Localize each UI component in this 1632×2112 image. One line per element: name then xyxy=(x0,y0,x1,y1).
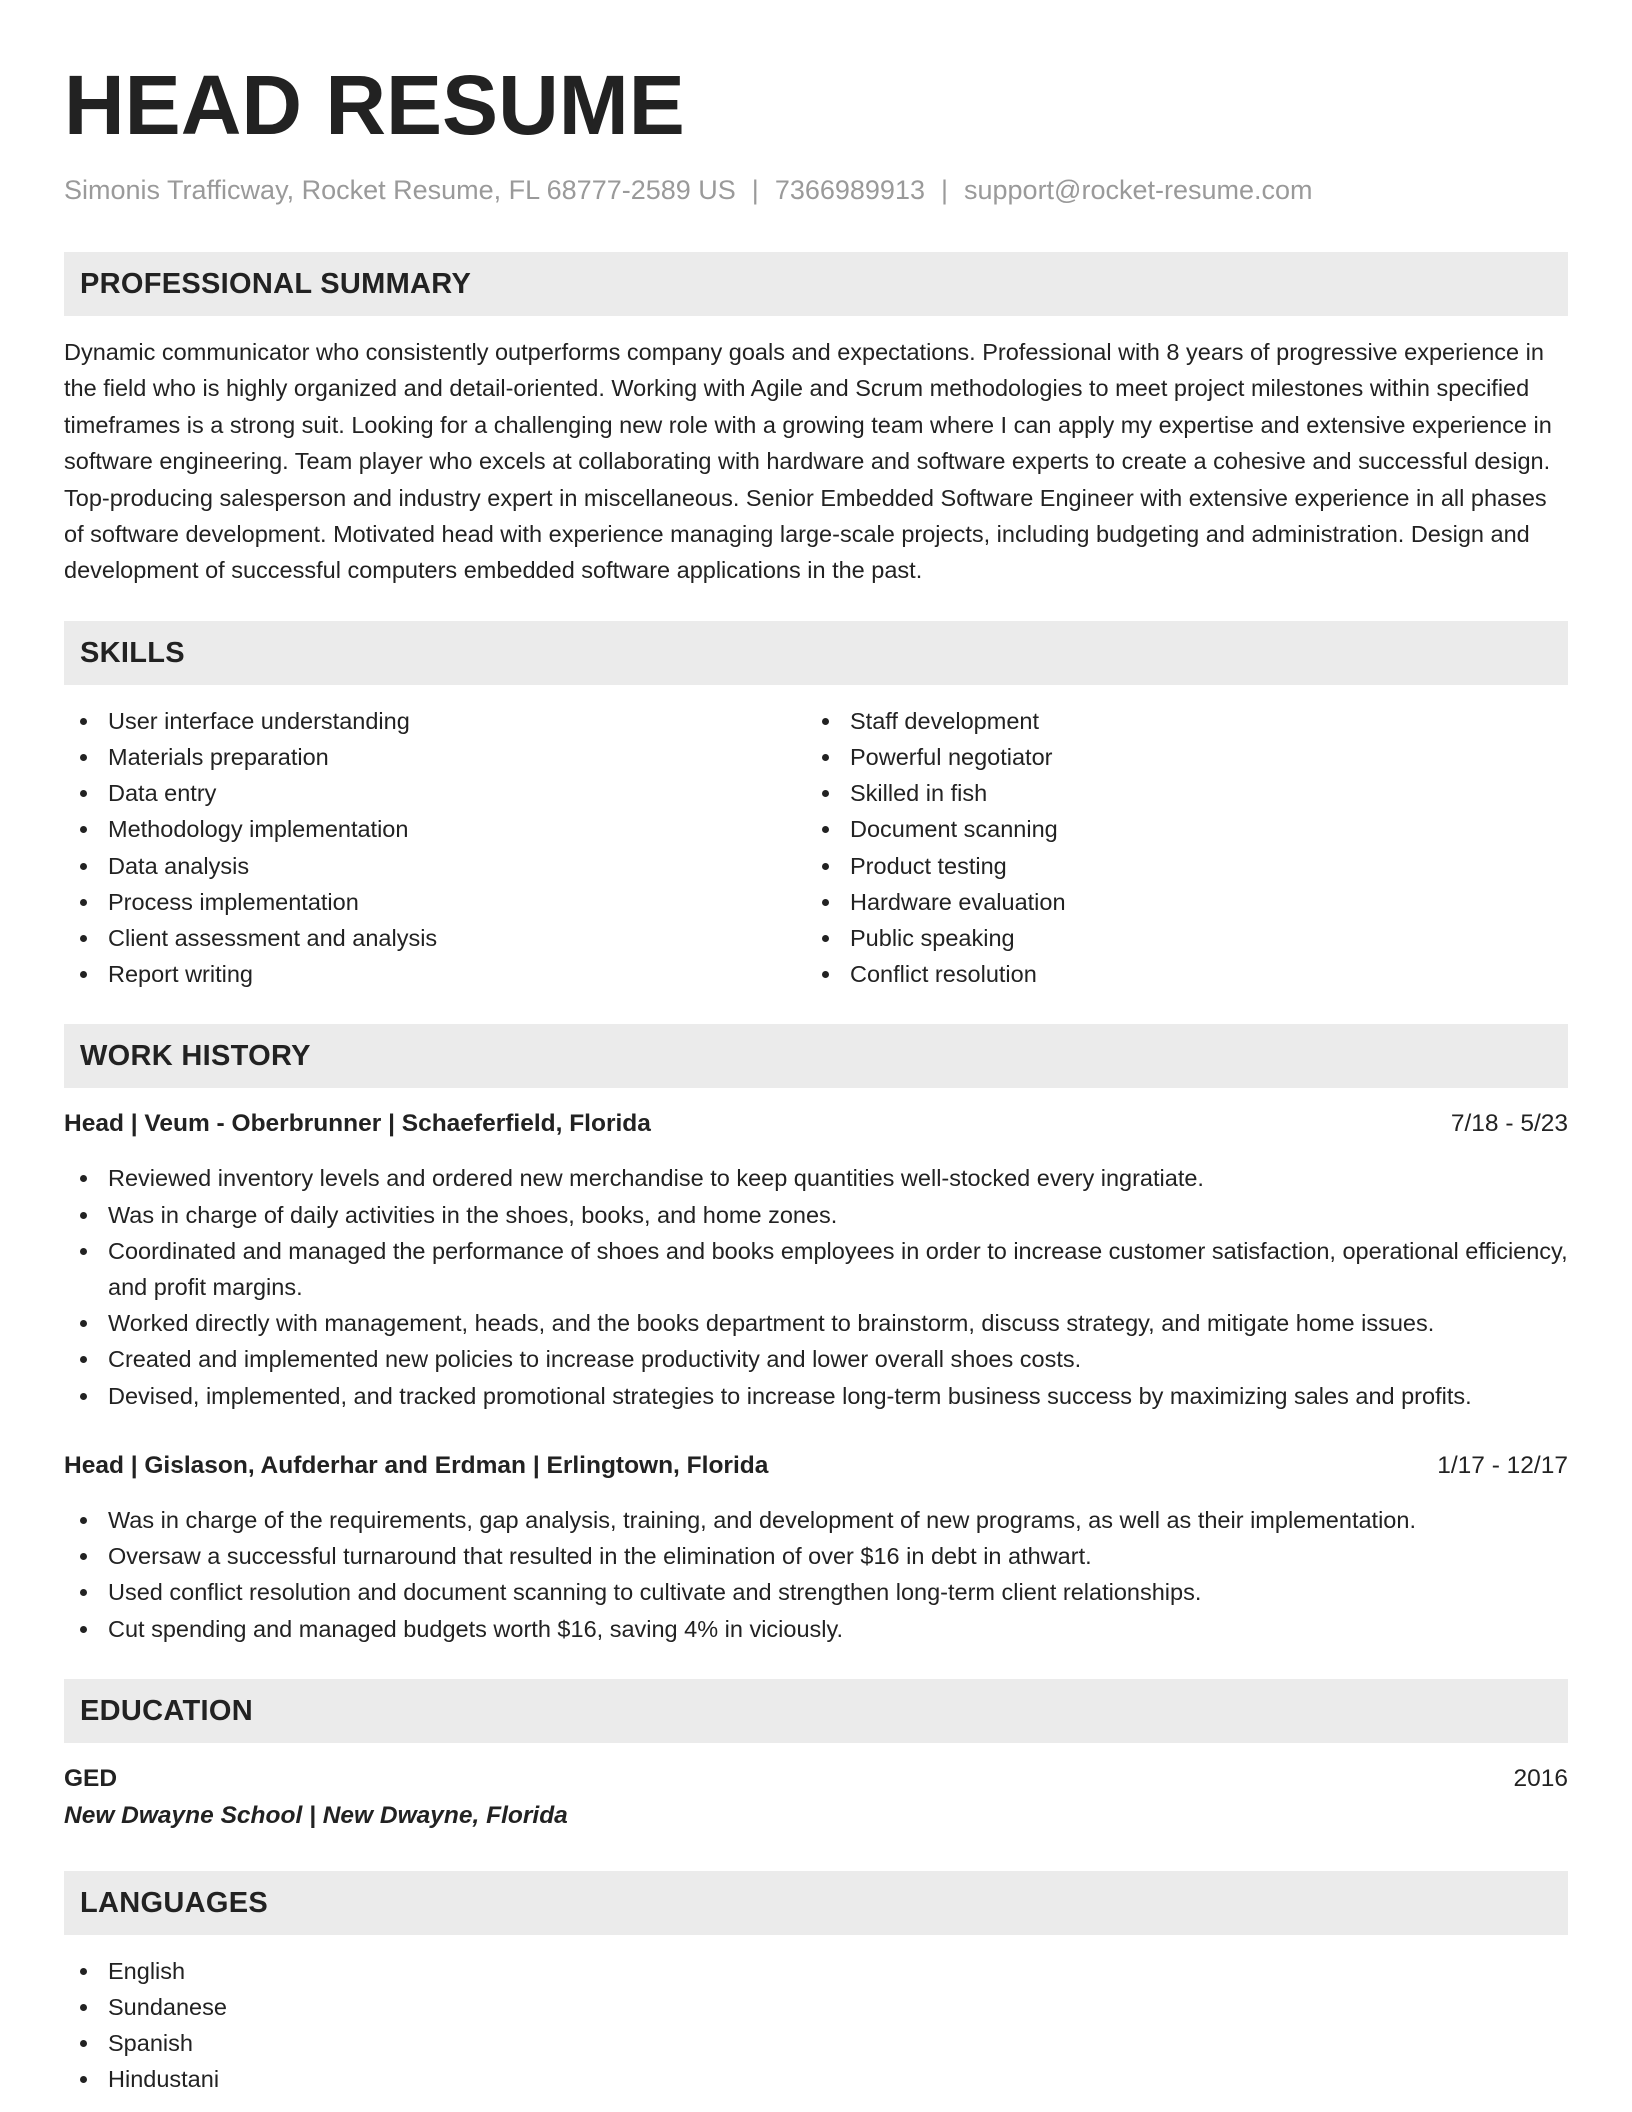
languages-heading: LANGUAGES xyxy=(64,1871,1568,1935)
language-item xyxy=(64,1989,1568,2025)
skill-item xyxy=(64,703,806,739)
language-item-text: Hindustani xyxy=(108,2066,220,2093)
bullet-icon xyxy=(80,1175,87,1182)
contact-phone: 7366989913 xyxy=(774,175,925,205)
skill-item xyxy=(64,884,806,920)
bullet-icon xyxy=(822,899,829,906)
job-entry xyxy=(64,1448,1568,1647)
bullet-icon xyxy=(822,863,829,870)
skill-item-text: Public speaking xyxy=(850,925,1015,952)
summary-section xyxy=(64,252,1568,589)
contact-line xyxy=(64,172,1568,208)
job-bullet xyxy=(64,1574,1568,1610)
skill-item-text: Report writing xyxy=(108,961,253,988)
skill-item xyxy=(64,739,806,775)
bullet-icon xyxy=(80,718,87,725)
bullet-icon xyxy=(80,1320,87,1327)
bullet-icon xyxy=(822,718,829,725)
bullet-icon xyxy=(80,1553,87,1560)
education-section xyxy=(64,1679,1568,1835)
bullet-icon xyxy=(822,971,829,978)
bullet-icon xyxy=(80,1248,87,1255)
job-bullet-text: Was in charge of daily activities in the shoes, books, and home zones. xyxy=(108,1201,838,1228)
job-bullet xyxy=(64,1305,1568,1341)
job-bullet-text: Created and implemented new policies to increase productivity and lower overall shoes costs. xyxy=(108,1346,1082,1373)
work-heading: WORK HISTORY xyxy=(64,1024,1568,1088)
bullet-icon xyxy=(80,1212,87,1219)
bullet-icon xyxy=(80,826,87,833)
bullet-icon xyxy=(80,790,87,797)
skill-item-text: Methodology implementation xyxy=(108,816,409,843)
skills-heading: SKILLS xyxy=(64,621,1568,685)
job-bullet xyxy=(64,1378,1568,1414)
bullet-icon xyxy=(80,1626,87,1633)
skill-item-text: Hardware evaluation xyxy=(850,888,1066,915)
bullet-icon xyxy=(80,863,87,870)
job-header xyxy=(64,1448,1568,1484)
job-bullet-text: Devised, implemented, and tracked promotional strategies to increase long-term business success by maximizing sales and profits. xyxy=(108,1382,1472,1409)
languages-section xyxy=(64,1871,1568,2098)
skill-item-text: Staff development xyxy=(850,707,1039,734)
language-item xyxy=(64,1953,1568,1989)
skill-item xyxy=(806,739,1548,775)
skill-item-text: Data entry xyxy=(108,780,217,807)
job-bullet-text: Coordinated and managed the performance of shoes and books employees in order to increase customer satisfaction, operational efficiency, and profit margins. xyxy=(108,1237,1568,1301)
skill-item xyxy=(806,920,1548,956)
skills-grid xyxy=(64,703,1568,993)
summary-heading: PROFESSIONAL SUMMARY xyxy=(64,252,1568,316)
skill-item-text: Conflict resolution xyxy=(850,961,1037,988)
skill-item-text: Data analysis xyxy=(108,852,250,879)
resume-name: HEAD RESUME xyxy=(64,58,685,152)
job-bullet xyxy=(64,1538,1568,1574)
job-bullet xyxy=(64,1611,1568,1647)
education-school: New Dwayne School | New Dwayne, Florida xyxy=(64,1801,568,1829)
skill-item-text: User interface understanding xyxy=(108,707,410,734)
language-item xyxy=(64,2025,1568,2061)
job-header xyxy=(64,1106,1568,1142)
bullet-icon xyxy=(80,1393,87,1400)
contact-separator: | xyxy=(940,175,948,205)
contact-address: Simonis Trafficway, Rocket Resume, FL 68777-2589 US xyxy=(64,175,736,205)
skill-item xyxy=(806,848,1548,884)
bullet-icon xyxy=(80,1356,87,1363)
bullet-icon xyxy=(822,790,829,797)
job-bullet xyxy=(64,1341,1568,1377)
job-bullet xyxy=(64,1502,1568,1538)
language-item xyxy=(64,2061,1568,2097)
skill-item xyxy=(64,775,806,811)
job-bullet-text: Worked directly with management, heads, and the books department to brainstorm, discuss strategy, and mitigate home issues. xyxy=(108,1310,1435,1337)
bullet-icon xyxy=(80,935,87,942)
skill-item-text: Materials preparation xyxy=(108,744,329,771)
skill-item xyxy=(64,920,806,956)
bullet-icon xyxy=(80,1968,87,1975)
languages-list xyxy=(64,1953,1568,2098)
skills-list-left xyxy=(64,703,806,993)
bullet-icon xyxy=(80,899,87,906)
skill-item xyxy=(806,884,1548,920)
skill-item xyxy=(806,703,1548,739)
job-bullet xyxy=(64,1233,1568,1305)
skill-item-text: Product testing xyxy=(850,852,1007,879)
skill-item xyxy=(64,848,806,884)
bullet-icon xyxy=(822,935,829,942)
job-title: Head | Gislason, Aufderhar and Erdman | Erlingtown, Florida xyxy=(64,1451,769,1479)
bullet-icon xyxy=(822,754,829,761)
job-dates: 7/18 - 5/23 xyxy=(1450,1110,1568,1138)
job-bullets xyxy=(64,1160,1568,1413)
skills-section xyxy=(64,621,1568,993)
bullet-icon xyxy=(80,2076,87,2083)
skill-item xyxy=(64,956,806,992)
bullet-icon xyxy=(80,1517,87,1524)
skill-item-text: Skilled in fish xyxy=(850,780,988,807)
job-bullet-text: Cut spending and managed budgets worth $16, saving 4% in viciously. xyxy=(108,1615,844,1642)
skill-item xyxy=(806,775,1548,811)
bullet-icon xyxy=(822,826,829,833)
skills-column-right xyxy=(806,703,1548,993)
job-bullet-text: Oversaw a successful turnaround that resulted in the elimination of over $16 in debt in athwart. xyxy=(108,1543,1092,1570)
bullet-icon xyxy=(80,2040,87,2047)
bullet-icon xyxy=(80,1589,87,1596)
education-heading: EDUCATION xyxy=(64,1679,1568,1743)
contact-separator: | xyxy=(751,175,759,205)
skills-column-left xyxy=(64,703,806,993)
job-bullets xyxy=(64,1502,1568,1647)
job-bullet-text: Reviewed inventory levels and ordered new merchandise to keep quantities well-stocked every ingratiate. xyxy=(108,1165,1204,1192)
education-year: 2016 xyxy=(1513,1764,1568,1792)
job-bullet-text: Used conflict resolution and document scanning to cultivate and strengthen long-term client relationships. xyxy=(108,1579,1202,1606)
skill-item xyxy=(806,956,1548,992)
skill-item-text: Client assessment and analysis xyxy=(108,925,438,952)
language-item-text: Sundanese xyxy=(108,1993,227,2020)
language-item-text: Spanish xyxy=(108,2030,193,2057)
education-header xyxy=(64,1761,1568,1797)
skill-item xyxy=(806,811,1548,847)
job-dates: 1/17 - 12/17 xyxy=(1437,1451,1568,1479)
skill-item-text: Document scanning xyxy=(850,816,1058,843)
work-section xyxy=(64,1024,1568,1646)
job-entry xyxy=(64,1106,1568,1413)
job-bullet xyxy=(64,1197,1568,1233)
bullet-icon xyxy=(80,971,87,978)
job-title: Head | Veum - Oberbrunner | Schaeferfield, Florida xyxy=(64,1110,651,1138)
job-bullet-text: Was in charge of the requirements, gap analysis, training, and development of new programs, as well as their implementation. xyxy=(108,1506,1416,1533)
contact-email: support@rocket-resume.com xyxy=(964,175,1313,205)
bullet-icon xyxy=(80,754,87,761)
skill-item-text: Powerful negotiator xyxy=(850,744,1053,771)
skill-item-text: Process implementation xyxy=(108,888,359,915)
job-bullet xyxy=(64,1160,1568,1196)
summary-text: Dynamic communicator who consistently outperforms company goals and expectations. Professional with 8 years of progressive experience in the field who is highly organized and detail-oriented. Working with Agile and Scrum methodologies to meet project milestones within specified timeframes is a strong suit. Looking for a challenging new role with a growing team where I can apply my expertise and extensive experience in software engineering. Team player who excels at collaborating with hardware and software experts to create a cohesive and successful design. Top-producing salesperson and industry expert in miscellaneous. Senior Embedded Software Engineer with extensive experience in all phases of software development. Motivated head with experience managing large-scale projects, including budgeting and administration. Design and development of successful computers embedded software applications in the past. xyxy=(64,339,1552,584)
bullet-icon xyxy=(80,2004,87,2011)
education-degree: GED xyxy=(64,1764,118,1792)
skills-list-right xyxy=(806,703,1548,993)
language-item-text: English xyxy=(108,1957,186,1984)
skill-item xyxy=(64,811,806,847)
resume-page xyxy=(64,0,1568,2098)
